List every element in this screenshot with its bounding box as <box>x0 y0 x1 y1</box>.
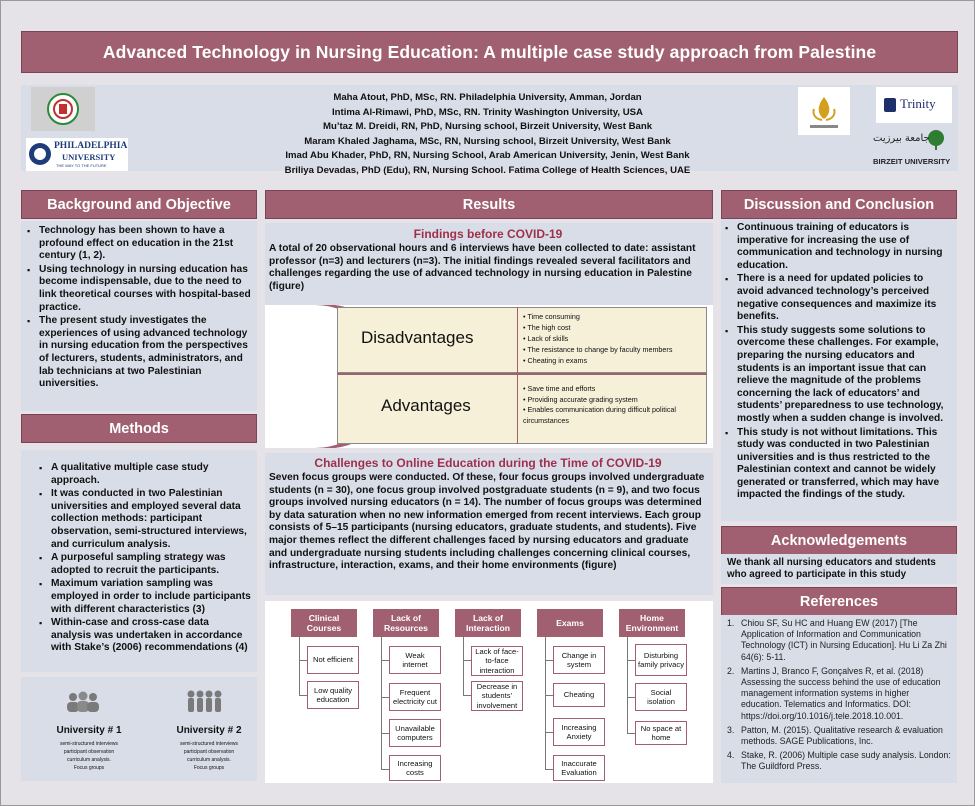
theme-item: Lack of face-to-face interaction <box>471 646 523 676</box>
methods-heading: Methods <box>21 414 257 443</box>
disadvantages-list <box>523 311 672 366</box>
theme-item: Increasing Anxiety <box>553 718 605 746</box>
advantage-text: Save time and efforts <box>527 384 596 393</box>
poster-title: Advanced Technology in Nursing Education: A multiple case study approach from Palestine <box>21 31 958 73</box>
disadvantage-text: Time consuming <box>527 312 580 321</box>
theme-item: Inaccurate Evaluation <box>553 755 605 781</box>
reference-text: Patton, M. (2015). Qualitative research & evaluation methods. SAGE Publications, Inc. <box>741 724 943 747</box>
people-group-icon <box>63 691 103 715</box>
university-1-block <box>39 725 139 772</box>
theme-item: Frequent electricity cut <box>389 683 441 711</box>
background-item: ▪ The present study investigates the experiences of using advanced technology in nursing education from the perspectives of lecturers, students, administrators, and lab technicians at two Palestinian universities. <box>25 315 251 391</box>
challenges-panel <box>265 453 713 595</box>
reference-item: 4. Stake, R. (2006) Multiple case sudy analysis. London: The Guildford Press. <box>727 750 951 772</box>
figure-divider <box>337 373 707 375</box>
theme-item: Social isolation <box>635 683 687 711</box>
methods-item: ▪ It was conducted in two Palestinian universities and employed several data collection methods: participant observation, semi-structured interviews, and curriculum analysis. <box>37 488 251 551</box>
theme-item: Weak internet <box>389 646 441 674</box>
advantage-text: Providing accurate grading system <box>527 394 638 404</box>
advantage-item: • Enables communication during difficult political circumstances <box>523 405 677 425</box>
disadvantage-text: The resistance to change by faculty members <box>527 345 673 354</box>
theme-connector <box>545 695 553 696</box>
theme-item: Low quality education <box>307 681 359 709</box>
author-3: Mu’taz M. Dreidi, RN, PhD, Nursing school, Birzeit University, West Bank <box>322 121 653 133</box>
advantages-label: Advantages <box>381 396 471 415</box>
university-1-method: semi-structured interviews <box>59 741 119 747</box>
theme-item: Change in system <box>553 646 605 674</box>
theme-connector <box>381 733 389 734</box>
theme-connector <box>463 637 464 695</box>
university-1-method: curriculum analysis. <box>67 757 111 763</box>
discussion-heading: Discussion and Conclusion <box>721 190 957 219</box>
disadvantage-item: • The high cost <box>523 323 571 332</box>
disadvantage-item: • The resistance to change by faculty members <box>523 345 673 354</box>
trinity-logo <box>876 87 952 123</box>
adv-disadv-figure <box>265 305 713 448</box>
background-heading: Background and Objective <box>21 190 257 219</box>
university-2-method: semi-structured interviews <box>179 741 239 747</box>
university-1-methods <box>39 740 139 772</box>
advantages-list <box>523 384 703 426</box>
challenges-subheading: Challenges to Online Education during the Time of COVID-19 <box>314 456 662 470</box>
author-2: Intima Al-Rimawi, PhD, MSc, RN. Trinity Washington University, USA <box>332 106 643 118</box>
background-panel <box>21 221 257 411</box>
theme-clinical-courses: Clinical Courses <box>291 609 357 637</box>
trinity-logo-text: Trinity <box>900 96 936 111</box>
university-1-method: Focus groups <box>73 765 105 771</box>
theme-connector <box>381 637 382 769</box>
reference-text: Chiou SF, Su HC and Huang EW (2017) [The Application of Information and Communication Technology (ICT) in Nursing Education]. Hu Li Za Zhi 64(6): 5-11. <box>741 618 947 662</box>
disadvantage-item: • Lack of skills <box>523 334 569 343</box>
methods-item: ▪ Within-case and cross-case data analysis was undertaken in accordance with Stake’s (2006) recommendations (4) <box>37 617 251 655</box>
universities-panel <box>21 677 257 781</box>
background-item: ▪ Technology has been shown to have a profound effect on education in the 21st century (1, 2). <box>25 225 251 263</box>
theme-connector <box>381 660 389 661</box>
author-1: Maha Atout, PhD, MSc, RN. Philadelphia University, Amman, Jordan <box>333 92 642 103</box>
philadelphia-logo-tagline: THE WAY TO THE FUTURE <box>56 163 107 168</box>
discussion-item: ▪ Continuous training of educators is imperative for increasing the use of communication and technology in nursing education. <box>723 222 951 272</box>
references-panel <box>721 615 957 783</box>
acknowledgements-panel <box>721 554 957 584</box>
theme-connector <box>545 732 553 733</box>
trinity-shield-icon <box>882 97 898 113</box>
acknowledgements-text: We thank all nursing educators and students who agreed to participate in this study <box>727 557 936 580</box>
theme-lack-of-resources: Lack of Resources <box>373 609 439 637</box>
university-2-method: Focus groups <box>193 765 225 771</box>
theme-home-environment: Home Environment <box>619 609 685 637</box>
university-1-name: University # 1 <box>56 725 122 736</box>
discussion-item: ▪ This study is not without limitations. This study was conducted in two Palestinian universities and is thus restricted to the Palestinian context and cannot be widely generated or transferred, which may have impacted the findings of the study. <box>723 427 951 503</box>
disadvantages-label: Disadvantages <box>361 328 474 347</box>
discussion-item: ▪ This study suggests some solutions to overcome these challenges. For example, preparing the nursing educators and students is an important issue that can relieve the magnitude of the problems concerning the lack of educators’ and students’ preparedness to use technology, mostly when a sudden change is involved. <box>723 325 951 426</box>
theme-item: Unavailable computers <box>389 719 441 747</box>
theme-connector <box>299 637 300 695</box>
university-2-method: curriculum analysis. <box>187 757 231 763</box>
author-6: Briliya Devadas, PhD (Edu), RN, Nursing School. Fatima College of Health Sciences, UAE <box>284 164 691 176</box>
advantage-item: • Providing accurate grading system <box>523 394 638 404</box>
arab-american-logo <box>798 87 850 135</box>
theme-connector <box>627 637 628 733</box>
findings-panel <box>265 223 713 305</box>
discussion-list <box>723 222 951 502</box>
findings-paragraph: A total of 20 observational hours and 6 interviews have been collected to date: assistant professor (n=3) and lecturers (n=3). The initial findings revealed several facilitators and challenges regarding the use of advanced technology in nursing education in Palestine (figure) <box>269 243 696 292</box>
author-5: Imad Abu Khader, PhD, RN, Nursing School, Arab American University, Jenin, West Bank <box>285 150 690 162</box>
reference-text: Stake, R. (2006) Multiple case sudy analysis. London: The Guildford Press. <box>741 750 951 772</box>
theme-connector <box>381 769 389 770</box>
reference-item: 2. Martins J, Branco F, Gonçalves R, et al. (2018) Assessing the success behind the use of education management information systems in higher education. Telematics and Informatics. DOI: https://doi.org/10.1016/j.tele.2018.10.001. <box>727 665 941 721</box>
reference-item: 3. Patton, M. (2015). Qualitative research & evaluation methods. SAGE Publications, Inc. <box>727 724 943 747</box>
methods-item: ▪ A qualitative multiple case study approach. <box>37 462 251 487</box>
theme-connector <box>627 660 635 661</box>
theme-connector <box>299 660 307 661</box>
theme-connector <box>545 637 546 769</box>
challenges-paragraph: Seven focus groups were conducted. Of these, four focus groups involved undergraduate students (n = 30), one focus group involved postgraduate students (n = 9), and two focus groups involved nursing educators (n = 14). The number of focus groups was determined by data saturation when no new information emerged from recent interviews. Each group consists of 5–15 participants (nursing educators, graduate students, and students). Five major themes reflect the different challenges faced by nursing educators and graduate and undergraduate nursing students including challenges concerning clinical courses, infrastructure, interaction, exams, and their home environments (figure) <box>269 472 705 572</box>
theme-connector <box>381 697 389 698</box>
theme-item: Increasing costs <box>389 755 441 781</box>
theme-item: Decrease in students’ involvement <box>471 681 523 711</box>
theme-connector <box>299 695 307 696</box>
methods-panel <box>21 450 257 672</box>
theme-connector <box>627 697 635 698</box>
disadvantage-item: • Time consuming <box>523 312 580 321</box>
theme-connector <box>627 733 635 734</box>
disadvantage-text: Cheating in exams <box>527 356 588 365</box>
theme-item: Not efficient <box>307 646 359 674</box>
university-2-name: University # 2 <box>176 725 242 736</box>
methods-list <box>37 462 251 655</box>
background-list <box>25 225 251 391</box>
philadelphia-logo-text2: UNIVERSITY <box>62 152 116 162</box>
theme-connector <box>545 769 553 770</box>
reference-text: Martins J, Branco F, Gonçalves R, et al. (2018) Assessing the success behind the use of education management information systems in higher education. Telematics and Informatics. DOI: https://doi.org/10.1016/j.tele.2018.10.001. <box>741 665 941 721</box>
reference-item: 1. Chiou SF, Su HC and Huang EW (2017) [The Application of Information and Communication Technology (ICT) in Nursing Education]. Hu Li Za Zhi 64(6): 5-11. <box>727 618 947 662</box>
birzeit-logo-text: BIRZEIT UNIVERSITY <box>873 157 951 166</box>
theme-connector <box>545 660 553 661</box>
methods-item: ▪ A purposeful sampling strategy was adopted to recruit the participants. <box>37 552 251 577</box>
results-heading: Results <box>265 190 713 219</box>
methods-item: ▪ Maximum variation sampling was employed in order to include participants with different characteristics (3) <box>37 578 251 616</box>
theme-item: Cheating <box>553 683 605 707</box>
advantage-item: • Save time and efforts <box>523 384 596 393</box>
author-4: Maram Khaled Jaghama, MSc, RN, Nursing school, Birzeit University, West Bank <box>304 135 671 147</box>
theme-item: Disturbing family privacy <box>635 644 687 676</box>
university-2-block <box>159 725 259 772</box>
philadelphia-logo-text: PHILADELPHIA <box>54 141 128 151</box>
birzeit-logo-arabic: جامعة بيرزيت <box>873 133 930 144</box>
findings-subheading: Findings before COVID-19 <box>413 227 563 241</box>
theme-item: No space at home <box>635 721 687 745</box>
flame-icon <box>798 87 850 135</box>
disadvantage-text: Lack of skills <box>527 334 569 343</box>
theme-connector <box>463 660 471 661</box>
acknowledgements-heading: Acknowledgements <box>721 526 957 555</box>
people-row-icon <box>185 689 225 715</box>
theme-lack-of-interaction: Lack of Interaction <box>455 609 521 637</box>
background-item: ▪ Using technology in nursing education has become indispensable, due to the need to link theoretical courses with hospital-based practice. <box>25 264 251 314</box>
disadvantage-text: The high cost <box>527 323 571 332</box>
disadvantage-item: • Cheating in exams <box>523 356 588 365</box>
references-list <box>725 618 951 773</box>
birzeit-logo <box>869 129 957 169</box>
figure-vertical-divider <box>517 307 518 444</box>
references-heading: References <box>721 587 957 616</box>
university-1-method: participant observation <box>63 749 115 755</box>
advantage-text: Enables communication during difficult political circumstances <box>523 405 677 425</box>
university-2-method: participant observation <box>183 749 235 755</box>
theme-exams: Exams <box>537 609 603 637</box>
discussion-item: ▪ There is a need for updated policies to avoid advanced technology’s perceived negative consequences and maximize its benefits. <box>723 273 951 323</box>
discussion-panel <box>721 219 957 521</box>
theme-connector <box>463 695 471 696</box>
university-2-methods <box>159 740 259 772</box>
